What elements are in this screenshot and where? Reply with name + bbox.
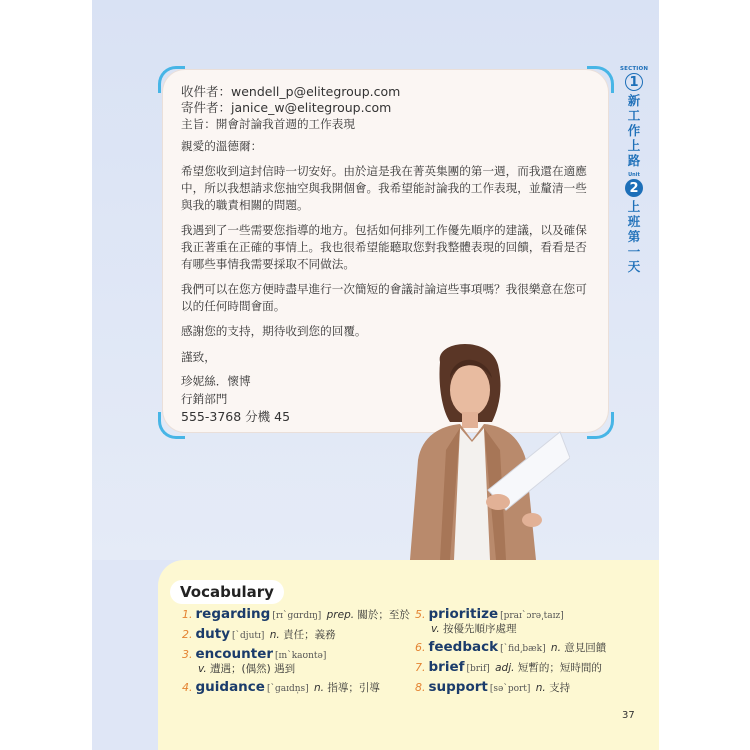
email-paragraph: 我遇到了一些需要您指導的地方。包括如何排列工作優先順序的建議，以及確保我正著重在正確的事情上。我也很希望能聽取您對我整體表現的回饋，看看是否有哪些事情我需要採取不同做法。 xyxy=(181,223,587,271)
section-title-char: 新 xyxy=(627,93,641,108)
vocab-word: support xyxy=(428,679,488,695)
vocab-ipa: [praɪˋɔrə͵taɪz] xyxy=(500,611,564,621)
vocab-ipa: [brif] xyxy=(466,664,490,674)
section-label: SECTION xyxy=(620,66,649,72)
unit-title-char: 班 xyxy=(627,214,641,229)
vocab-ipa: [ˋfid͵bæk] xyxy=(500,644,546,654)
email-paragraph: 我們可以在您方便時盡早進行一次簡短的會議討論這些事項嗎？我很樂意在您可以的任何時間會面。 xyxy=(181,282,587,313)
vocab-definition: 關於；至於 xyxy=(357,609,410,621)
vocab-ipa: [rɪˋgɑrdɪŋ] xyxy=(272,611,322,621)
vocab-ipa: [ɪnˋkaʊntə] xyxy=(275,651,327,661)
email-to: 收件者：wendell_p@elitegroup.com xyxy=(181,84,401,99)
email-paragraph: 感謝您的支持，期待收到您的回覆。 xyxy=(181,324,367,338)
vocab-item xyxy=(415,661,606,676)
vocabulary-column xyxy=(415,608,606,701)
vocab-word: guidance xyxy=(195,679,265,695)
vocab-word: prioritize xyxy=(428,606,499,622)
vocab-item xyxy=(182,608,410,623)
vocab-definition: 支持 xyxy=(549,682,571,694)
vocab-definition: 責任；義務 xyxy=(283,629,336,641)
section-title-char: 上 xyxy=(627,138,641,153)
section-number-badge: 1 xyxy=(625,73,643,91)
section-title-char: 工 xyxy=(627,108,641,123)
section-sidebar xyxy=(620,66,648,274)
unit-label: Unit xyxy=(628,172,640,178)
vocab-word: duty xyxy=(195,626,231,642)
vocab-definition: 意見回饋 xyxy=(564,642,607,654)
unit-title-char: 第 xyxy=(627,229,641,244)
vocab-ipa: [ˋgaɪdn̩s] xyxy=(266,684,309,694)
email-greeting: 親愛的溫德爾： xyxy=(181,139,263,153)
unit-title-char: 上 xyxy=(627,199,641,214)
vocab-pos: n. xyxy=(314,682,325,694)
unit-title-char: 一 xyxy=(627,244,641,259)
vocab-number: 1. xyxy=(182,608,193,621)
vocab-word: brief xyxy=(428,659,465,675)
vocab-ipa: [ˋdjutɪ] xyxy=(232,631,265,641)
unit-number-badge: 2 xyxy=(625,179,643,197)
vocab-pos: n. xyxy=(269,629,280,641)
vocab-word: regarding xyxy=(195,606,271,622)
page-number: 37 xyxy=(622,710,635,721)
vocab-number: 5. xyxy=(415,608,426,621)
vocab-pos: adj. xyxy=(495,662,515,674)
section-title-char: 路 xyxy=(627,153,641,168)
vocab-pos: prep. xyxy=(326,609,355,621)
vocabulary-title: Vocabulary xyxy=(170,580,284,604)
section-title-char: 作 xyxy=(627,123,641,138)
vocab-item xyxy=(182,648,410,676)
vocab-pos: n. xyxy=(550,642,561,654)
vocab-definition: 指導；引導 xyxy=(327,682,380,694)
email-signature-phone: 555-3768 分機 45 xyxy=(181,409,291,424)
vocab-number: 8. xyxy=(415,681,426,694)
vocab-definition: 按優先順序處理 xyxy=(443,623,517,635)
vocab-pos: v. xyxy=(431,623,440,635)
vocab-item xyxy=(415,641,606,656)
vocab-word: encounter xyxy=(195,646,274,662)
vocab-definition: 遭遇；(偶然) 遇到 xyxy=(210,663,296,675)
email-paragraph: 希望您收到這封信時一切安好。由於這是我在菁英集團的第一週，而我還在適應中，所以我想請求您抽空與我開個會。我希望能討論我的工作表現，並釐清一些與我的職責相關的問題。 xyxy=(181,164,587,212)
vocab-pos: n. xyxy=(535,682,546,694)
unit-title-char: 天 xyxy=(627,259,641,274)
vocab-definition: 短暫的；短時間的 xyxy=(517,662,602,674)
woman-reading-document-photo xyxy=(380,340,570,560)
vocab-item xyxy=(415,681,606,696)
vocab-ipa: [səˋport] xyxy=(489,684,531,694)
email-signature-dept: 行銷部門 xyxy=(181,392,228,406)
email-subject: 主旨：開會討論我首週的工作表現 xyxy=(181,117,355,131)
vocab-pos: v. xyxy=(198,663,207,675)
vocabulary-column xyxy=(182,608,410,701)
vocab-item xyxy=(415,608,606,636)
vocab-number: 3. xyxy=(182,648,193,661)
email-from: 寄件者：janice_w@elitegroup.com xyxy=(181,100,392,115)
vocab-number: 2. xyxy=(182,628,193,641)
vocab-item xyxy=(182,628,410,643)
vocab-word: feedback xyxy=(428,639,499,655)
vocab-item xyxy=(182,681,410,696)
vocab-number: 6. xyxy=(415,641,426,654)
vocab-number: 4. xyxy=(182,681,193,694)
vocab-number: 7. xyxy=(415,661,426,674)
email-closing: 謹致， xyxy=(181,350,216,364)
email-signature-name: 珍妮絲．懷博 xyxy=(181,374,251,388)
